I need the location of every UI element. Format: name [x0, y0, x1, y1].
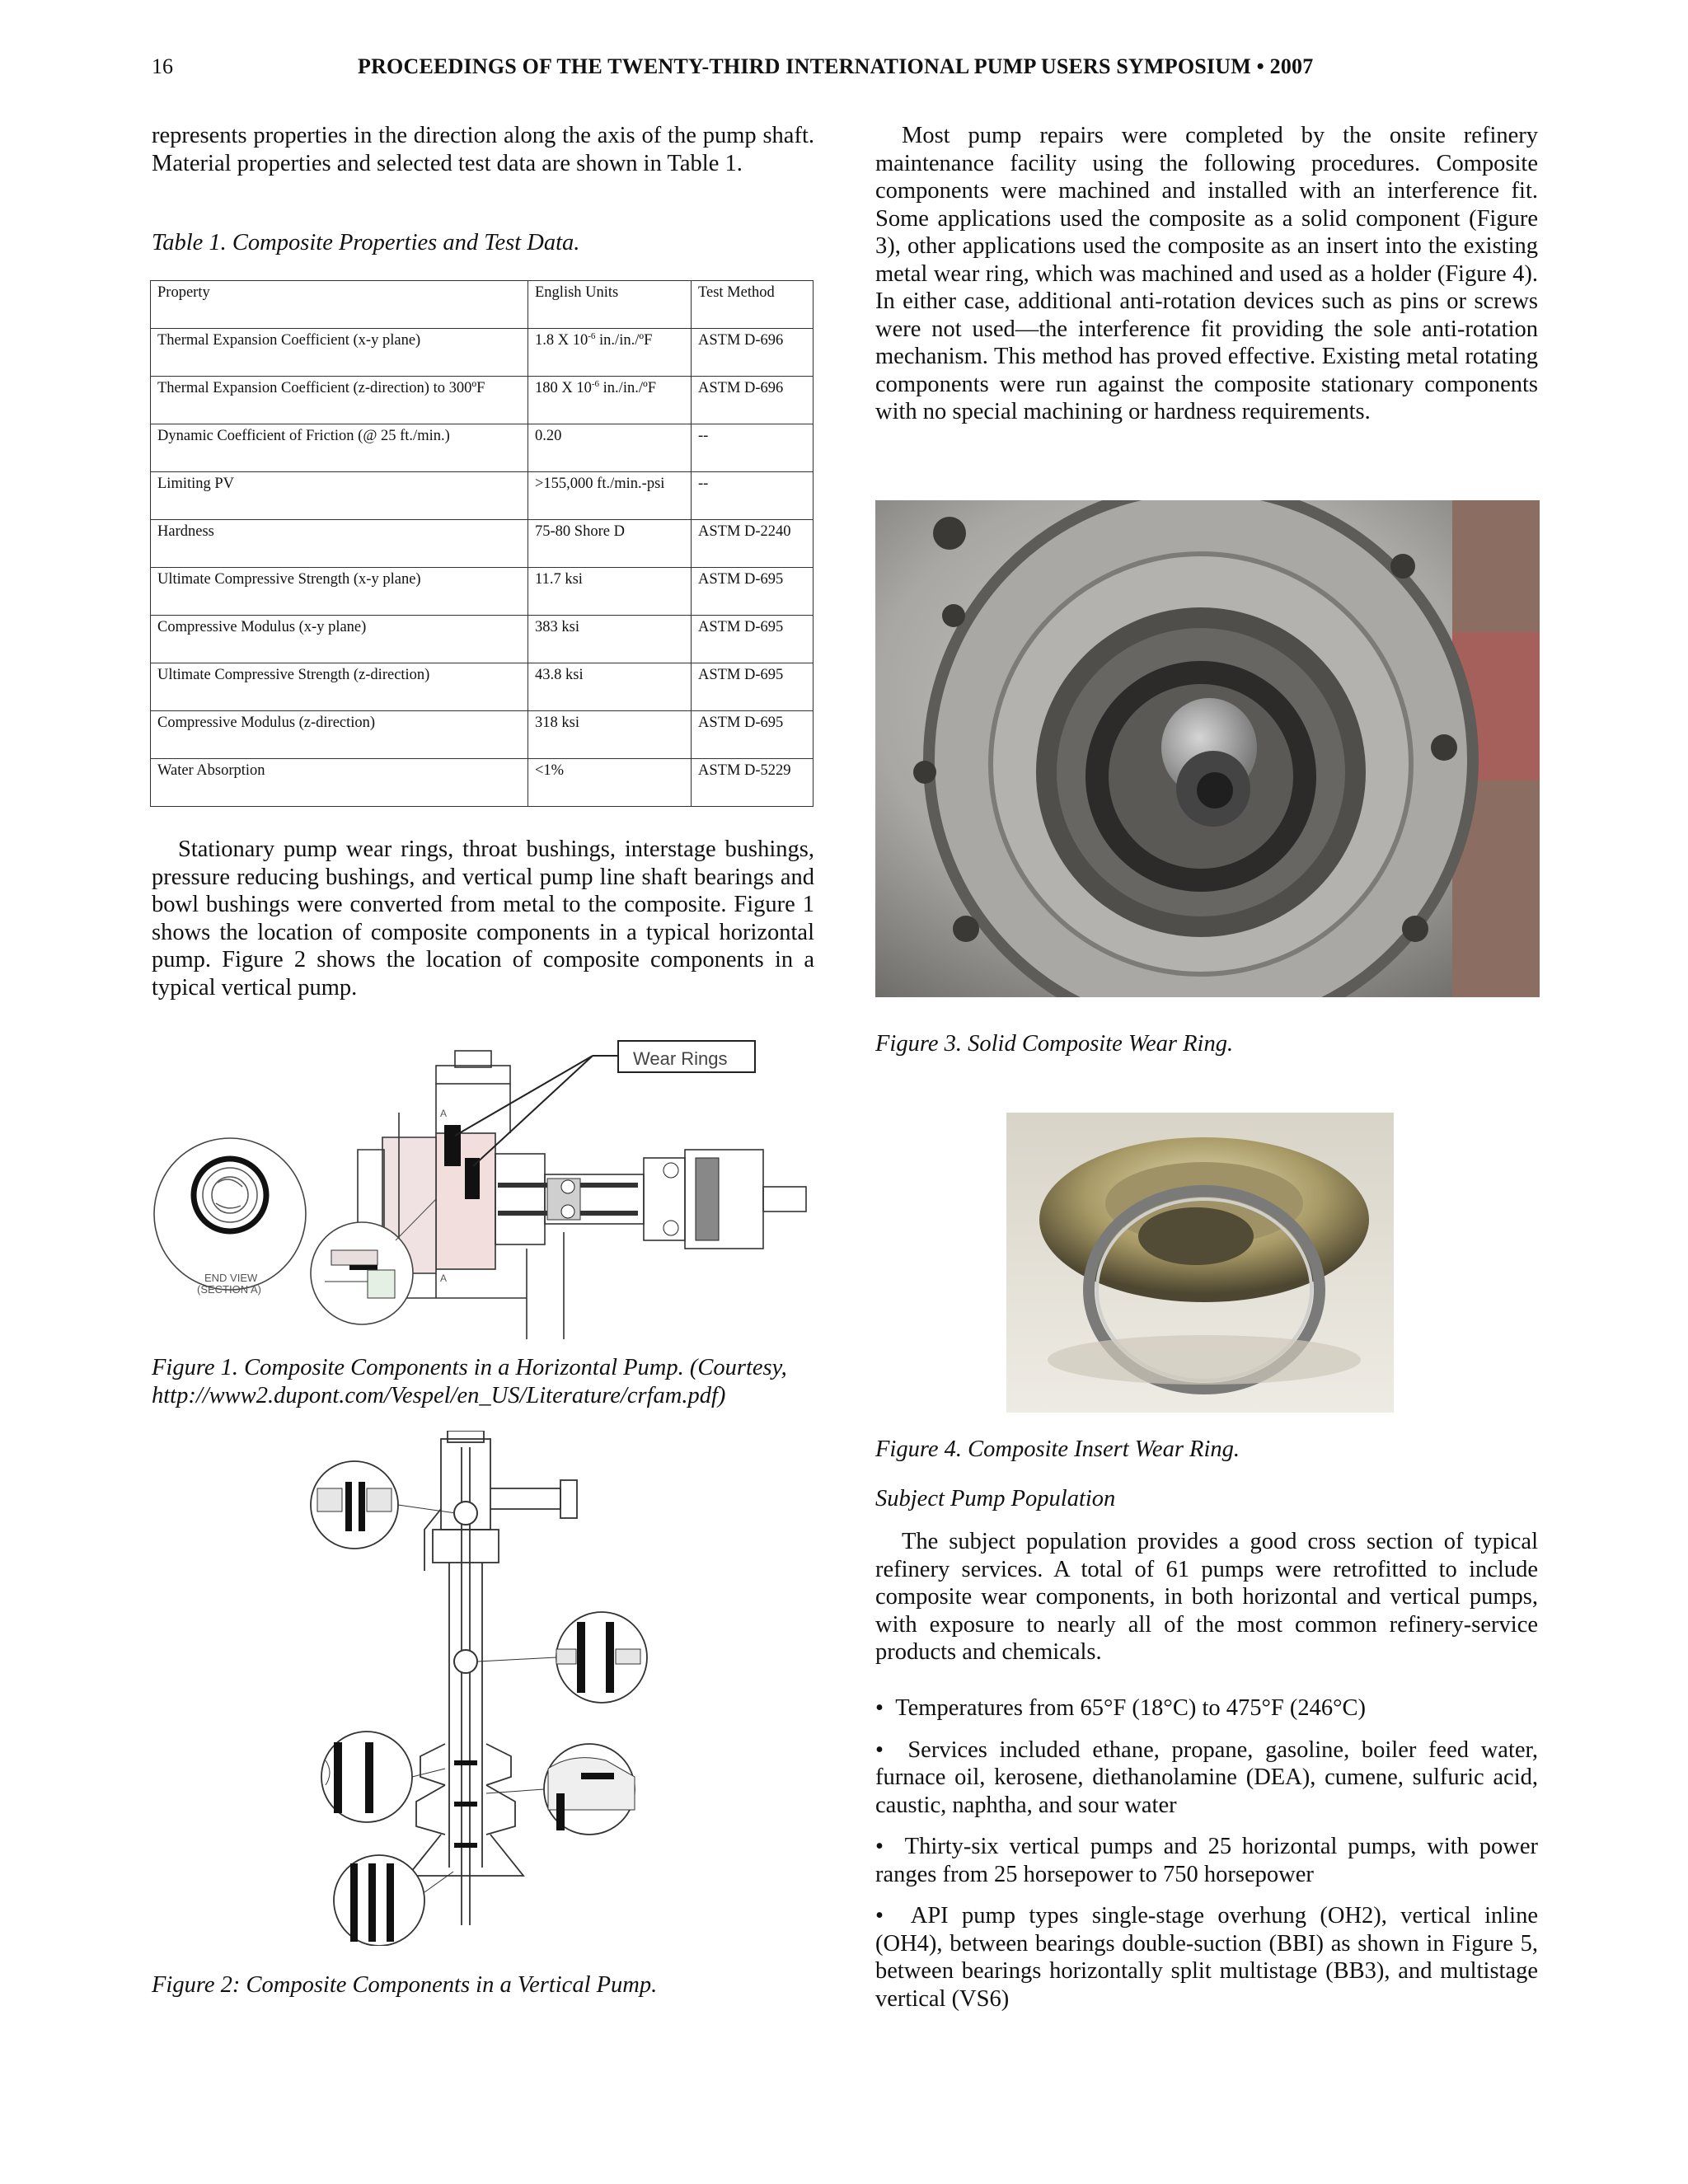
list-item [875, 1902, 1538, 2013]
list-item-text: Services included ethane, propane, gasoline, boiler feed water, furnace oil, kerosene, diethanolamine (DEA), cumene, sulfuric acid, caustic, naphtha, and sour water [875, 1736, 1538, 1818]
pump-casing [358, 1051, 806, 1339]
property-cell: Thermal Expansion Coefficient (x-y plane) [151, 329, 528, 377]
figure1-caption [152, 1354, 814, 1410]
detail-circle-right-middle [486, 1744, 635, 1835]
bullet-symbol: • [875, 1834, 884, 1859]
figure1-horizontal-pump-diagram [152, 1034, 816, 1339]
figure1-caption-line1: Figure 1. Composite Components in a Horizontal Pump. (Courtesy, [152, 1355, 787, 1380]
units-value: 318 ksi [535, 715, 579, 731]
units-cell [528, 759, 692, 807]
end-view-section-label: (SECTION A) [197, 1283, 262, 1296]
property-cell: Ultimate Compressive Strength (z-direction) [151, 663, 528, 711]
table-row [151, 711, 814, 759]
table-row [151, 377, 814, 424]
figure1-caption-line2: http://www2.dupont.com/Vespel/en_US/Literature/crfam.pdf) [152, 1383, 726, 1408]
detail-circle-top-left [311, 1461, 456, 1549]
units-cell [528, 472, 692, 520]
table-caption: Table 1. Composite Properties and Test Data. [152, 230, 580, 255]
list-item-text: Temperatures from 65°F (18°C) to 475°F (246°C) [895, 1695, 1366, 1721]
test-method-cell: ASTM D-5229 [692, 759, 814, 807]
list-item [875, 1833, 1538, 1888]
section-mark-top: A [440, 1108, 448, 1119]
figure4-photo-insert-wear-ring [1006, 1113, 1394, 1413]
test-method-cell: ASTM D-696 [692, 329, 814, 377]
property-cell: Thermal Expansion Coefficient (z-direction) to 300ºF [151, 377, 528, 424]
units-value: 383 ksi [535, 619, 579, 635]
impeller-stages [454, 1760, 477, 1848]
bullet-list [875, 1694, 1538, 2013]
end-view-label: END VIEW [204, 1272, 258, 1284]
units-cell [528, 424, 692, 472]
units-value: 75-80 Shore D [535, 523, 625, 540]
detail-circle-right [478, 1612, 647, 1703]
list-item-text: Thirty-six vertical pumps and 25 horizontal pumps, with power ranges from 25 horsepower to 750 horsepower [875, 1834, 1538, 1887]
units-value: 180 X 10 [535, 380, 592, 396]
test-method-cell: ASTM D-695 [692, 711, 814, 759]
bullet-symbol: • [875, 1695, 884, 1721]
property-cell: Dynamic Coefficient of Friction (@ 25 ft./min.) [151, 424, 528, 472]
table-header-cell: English Units [528, 281, 692, 329]
wear-rings-label: Wear Rings [633, 1048, 728, 1069]
table-header-row [151, 281, 814, 329]
table-row [151, 520, 814, 568]
bullet-symbol: • [875, 1903, 884, 1929]
units-value: 43.8 ksi [535, 667, 584, 683]
properties-table [150, 280, 814, 807]
paragraph-components: Stationary pump wear rings, throat bushings, interstage bushings, pressure reducing bushings, and vertical pump line shaft bearings and bowl bushings were converted from metal to the composite. Figure 1 shows the location of composite components in a typical horizontal pump. Figure 2 shows the location of composite components in a typical vertical pump. [152, 837, 814, 1001]
test-method-cell: -- [692, 472, 814, 520]
property-cell: Limiting PV [151, 472, 528, 520]
figure3-photo-solid-wear-ring [875, 500, 1540, 997]
detail-circle-left-middle [321, 1732, 445, 1822]
units-suffix: in./in./ºF [595, 332, 653, 349]
test-method-cell: ASTM D-2240 [692, 520, 814, 568]
figure3-caption: Figure 3. Solid Composite Wear Ring. [875, 1031, 1234, 1057]
bullet-symbol: • [875, 1736, 884, 1763]
test-method-cell: ASTM D-696 [692, 377, 814, 424]
page-number: 16 [152, 54, 173, 78]
units-exponent: -6 [591, 378, 600, 389]
test-method-cell: ASTM D-695 [692, 568, 814, 616]
units-cell [528, 711, 692, 759]
intro-paragraph: represents properties in the direction along the axis of the pump shaft. Material properties and selected test data are shown in Table 1. [152, 123, 814, 176]
units-cell [528, 520, 692, 568]
units-cell [528, 329, 692, 377]
property-cell: Compressive Modulus (z-direction) [151, 711, 528, 759]
units-cell [528, 568, 692, 616]
list-item [875, 1694, 1538, 1722]
units-value: 11.7 ksi [535, 571, 583, 588]
figure4-caption: Figure 4. Composite Insert Wear Ring. [875, 1436, 1240, 1462]
figure2-vertical-pump-diagram [309, 1431, 655, 1946]
units-value: 1.8 X 10 [535, 332, 588, 349]
property-cell: Compressive Modulus (x-y plane) [151, 616, 528, 663]
table-row [151, 568, 814, 616]
figure2-caption: Figure 2: Composite Components in a Vertical Pump. [152, 1972, 658, 1998]
running-header: PROCEEDINGS OF THE TWENTY-THIRD INTERNATIONAL PUMP USERS SYMPOSIUM • 2007 [358, 54, 1314, 78]
units-value: <1% [535, 762, 565, 779]
section-mark-bottom: A [440, 1272, 448, 1284]
section-heading: Subject Pump Population [875, 1486, 1116, 1511]
units-exponent: -6 [588, 330, 596, 341]
units-cell [528, 616, 692, 663]
table-row [151, 329, 814, 377]
property-cell: Hardness [151, 520, 528, 568]
paragraph-population: The subject population provides a good cross section of typical refinery services. A total of 61 pumps were retrofitted to include composite wear components, in both horizontal and vertical pumps, with exposure to nearly all of the most common refinery-service products and chemicals. [875, 1529, 1538, 1665]
units-value: 0.20 [535, 428, 562, 444]
paragraph-repairs: Most pump repairs were completed by the onsite refinery maintenance facility using the following procedures. Composite components were machined and installed with an interference fit. Some applications used the composite as a solid component (Figure 3), other applications used the composite as an insert into the existing metal wear ring, which was machined and used as a holder (Figure 4). In either case, additional anti-rotation devices such as pins or screws were not used—the interference fit providing the sole anti-rotation mechanism. This method has proved effective. Existing metal rotating components were run against the composite stationary components with no special machining or hardness requirements. [875, 123, 1538, 424]
table-header-cell: Test Method [692, 281, 814, 329]
detail-circle-bottom [334, 1855, 453, 1946]
table-row [151, 472, 814, 520]
list-item-text: API pump types single-stage overhung (OH2), vertical inline (OH4), between bearings double-suction (BBI) as shown in Figure 5, between bearings horizontally split multistage (BB3), and multistage vertical (VS6) [875, 1903, 1538, 2012]
property-cell: Water Absorption [151, 759, 528, 807]
table-row [151, 759, 814, 807]
test-method-cell: ASTM D-695 [692, 616, 814, 663]
list-item [875, 1736, 1538, 1820]
units-value: >155,000 ft./min.-psi [535, 476, 665, 492]
end-view-drawing [154, 1138, 306, 1296]
property-cell: Ultimate Compressive Strength (x-y plane) [151, 568, 528, 616]
units-cell [528, 663, 692, 711]
table-row [151, 663, 814, 711]
test-method-cell: -- [692, 424, 814, 472]
table-header-cell: Property [151, 281, 528, 329]
table-row [151, 616, 814, 663]
units-suffix: in./in./ºF [599, 380, 657, 396]
units-cell [528, 377, 692, 424]
test-method-cell: ASTM D-695 [692, 663, 814, 711]
vertical-pump-body [408, 1431, 577, 1925]
table-row [151, 424, 814, 472]
